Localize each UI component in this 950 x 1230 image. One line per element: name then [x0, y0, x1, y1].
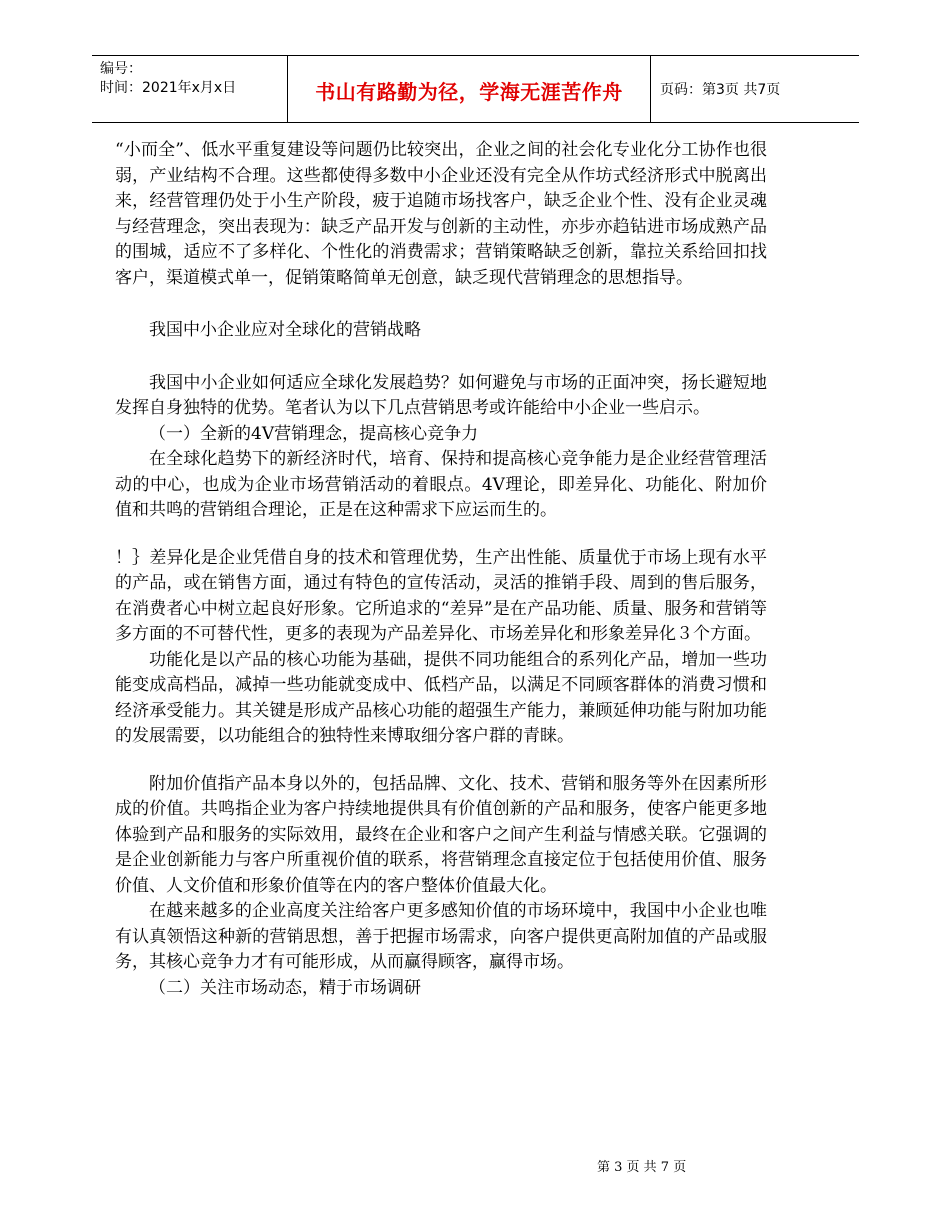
document-body: [115, 138, 767, 1001]
paragraph: 我国中小企业如何适应全球化发展趋势？如何避免与市场的正面冲突，扬长避短地发挥自身独特的优势。笔者认为以下几点营销思考或许能给中小企业一些启示。: [115, 372, 767, 418]
page-footer: 第 3 页 共 7 页: [597, 1160, 687, 1175]
header-page-number: 页码：第3页 共7页: [660, 82, 781, 98]
paragraph: 在越来越多的企业高度关注给客户更多感知价值的市场环境中，我国中小企业也唯有认真领悟这种新的营销思想，善于把握市场需求，向客户提供更高附加值的产品或服务，其核心竞争力才有可能形成，从而赢得顾客，赢得市场。: [115, 901, 767, 972]
header-divider: [650, 56, 651, 122]
section-heading: 我国中小企业应对全球化的营销战略: [149, 320, 421, 340]
number-label: 编号：: [100, 61, 142, 77]
paragraph: ！｝差异化是企业凭借自身的技术和管理优势，生产出性能、质量优于市场上现有水平的产品，或在销售方面，通过有特色的宣传活动，灵活的推销手段、周到的售后服务，在消费者心中树立起良好形象。它所追求的“差异”是在产品功能、质量、服务和营销等多方面的不可替代性，更多的表现为产品差异化、市场差异化和形象差异化３个方面。: [115, 547, 767, 644]
page-header: [92, 55, 859, 123]
time-label: 时间：2021年x月x日: [100, 80, 237, 96]
subsection-heading: （一）全新的4V营销理念，提高核心竞争力: [149, 423, 479, 444]
paragraph: 附加价值指产品本身以外的，包括品牌、文化、技术、营销和服务等外在因素所形成的价值。共鸣指企业为客户持续地提供具有价值创新的产品和服务，使客户能更多地体验到产品和服务的实际效用，最终在企业和客户之间产生利益与情感关联。它强调的是企业创新能力与客户所重视价值的联系，将营销理念直接定位于包括使用价值、服务价值、人文价值和形象价值等在内的客户整体价值最大化。: [115, 773, 767, 896]
subsection-heading: （二）关注市场动态，精于市场调研: [149, 977, 421, 998]
paragraph: 在全球化趋势下的新经济时代，培育、保持和提高核心竞争能力是企业经营管理活动的中心，也成为企业市场营销活动的着眼点。4V理论，即差异化、功能化、附加价值和共鸣的营销组合理论，正是在这种需求下应运而生的。: [115, 449, 767, 520]
header-meta: [100, 60, 236, 98]
header-motto: 书山有路勤为径，学海无涯苦作舟: [315, 80, 623, 104]
paragraph: “小而全”、低水平重复建设等问题仍比较突出，企业之间的社会化专业化分工协作也很弱，产业结构不合理。这些都使得多数中小企业还没有完全从作坊式经济形式中脱离出来，经营管理仍处于小生产阶段，疲于追随市场找客户，缺乏企业个性、没有企业灵魂与经营理念，突出表现为：缺乏产品开发与创新的主动性，亦步亦趋钻进市场成熟产品的围城，适应不了多样化、个性化的消费需求；营销策略缺乏创新，靠拉关系给回扣找客户，渠道模式单一，促销策略简单无创意，缺乏现代营销理念的思想指导。: [115, 140, 767, 288]
paragraph: 功能化是以产品的核心功能为基础，提供不同功能组合的系列化产品，增加一些功能变成高档品，减掉一些功能就变成中、低档产品，以满足不同顾客群体的消费习惯和经济承受能力。其关键是形成产品核心功能的超强生产能力，兼顾延伸功能与附加功能的发展需要，以功能组合的独特性来博取细分客户群的青睐。: [115, 649, 767, 746]
